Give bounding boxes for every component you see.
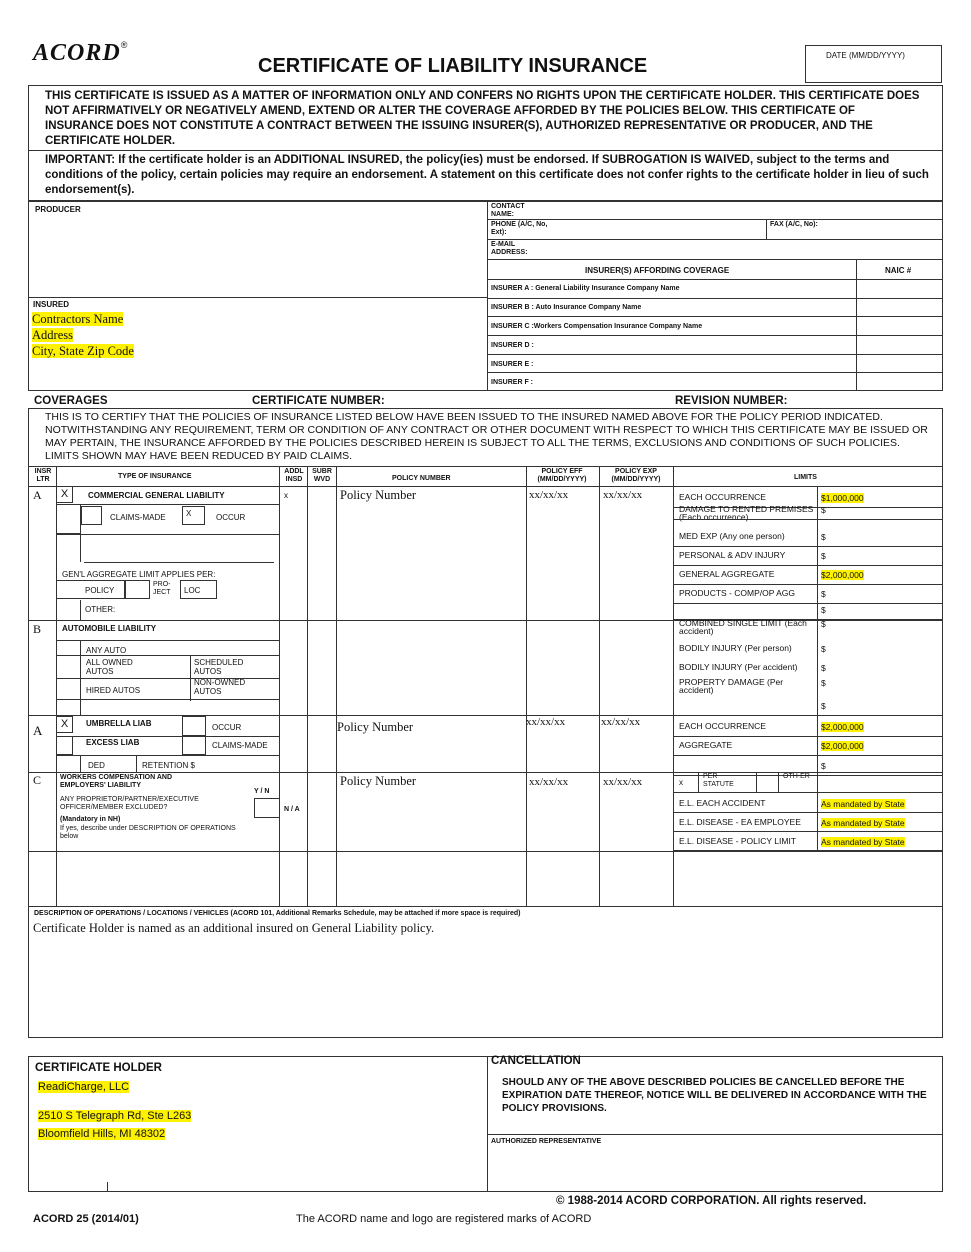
limit-value[interactable] bbox=[821, 619, 826, 629]
wc-policy-number: Policy Number bbox=[340, 774, 417, 788]
wc-mandatory: (Mandatory in NH) bbox=[60, 816, 121, 823]
divider bbox=[56, 534, 280, 535]
wc-eff: xx/xx/xx bbox=[529, 776, 569, 788]
cancellation-label: CANCELLATION bbox=[491, 1055, 581, 1067]
divider bbox=[673, 519, 943, 520]
gl-policy-number: Policy Number bbox=[340, 488, 417, 502]
limit-label: PERSONAL & ADV INJURY bbox=[679, 550, 786, 560]
auth-rep-label: AUTHORIZED REPRESENTATIVE bbox=[491, 1138, 602, 1145]
per-statute: PER STATUTE bbox=[703, 773, 734, 788]
phone-label: PHONE (A/C, No, Ext): bbox=[491, 221, 548, 236]
divider bbox=[673, 565, 943, 566]
insurer-f: INSURER F : bbox=[491, 379, 533, 386]
wc-describe: If yes, describe under DESCRIPTION OF OPERATIONS below bbox=[60, 825, 236, 840]
divider bbox=[56, 504, 280, 505]
excess-label: EXCESS LIAB bbox=[86, 738, 140, 747]
limit-label: COMBINED SINGLE LIMIT (Each accident) bbox=[679, 618, 807, 636]
limit-label: MED EXP (Any one person) bbox=[679, 531, 785, 541]
th-eff: POLICY EFF (MM/DD/YYYY) bbox=[537, 468, 587, 483]
th-policy: POLICY NUMBER bbox=[392, 475, 451, 482]
divider bbox=[28, 466, 943, 467]
divider bbox=[673, 736, 943, 737]
limit-label: AGGREGATE bbox=[679, 740, 733, 750]
umb-occur: OCCUR bbox=[212, 723, 242, 732]
divider bbox=[28, 150, 943, 151]
limit-value-text: $ bbox=[821, 551, 826, 561]
limit-value-text: $2,000,000 bbox=[821, 741, 864, 751]
limit-value-text: $ bbox=[821, 589, 826, 599]
holder-address bbox=[38, 1107, 191, 1143]
divider bbox=[487, 316, 943, 317]
gl-addl: x bbox=[284, 491, 288, 500]
gl-blank-checkbox[interactable] bbox=[56, 504, 81, 534]
limit-value[interactable] bbox=[821, 589, 826, 599]
divider bbox=[487, 201, 488, 391]
limit-label: E.L. DISEASE - EA EMPLOYEE bbox=[679, 817, 801, 827]
limit-value-text: $ bbox=[821, 678, 826, 688]
revision-label: REVISION NUMBER: bbox=[675, 395, 788, 407]
umb-claims-made: CLAIMS-MADE bbox=[212, 741, 268, 750]
th-insr: INSR LTR bbox=[34, 468, 52, 483]
retention-label: RETENTION $ bbox=[142, 761, 195, 770]
logo-mark: ® bbox=[120, 40, 128, 50]
limit-value-text: $ bbox=[821, 619, 826, 629]
divider bbox=[487, 219, 943, 220]
limit-value[interactable] bbox=[821, 722, 864, 732]
limit-value-text: $ bbox=[821, 532, 826, 542]
limit-value[interactable] bbox=[821, 799, 905, 809]
acord-logo bbox=[33, 40, 127, 67]
gl-eff: xx/xx/xx bbox=[529, 489, 569, 501]
per-statute-x: x bbox=[679, 778, 683, 787]
divider bbox=[28, 297, 487, 298]
wc-exp: xx/xx/xx bbox=[603, 776, 643, 788]
umb-eff: xx/xx/xx bbox=[526, 716, 566, 728]
divider bbox=[766, 219, 767, 239]
limit-value[interactable] bbox=[821, 741, 864, 751]
divider bbox=[136, 755, 137, 772]
insurer-c: INSURER C :Workers Compensation Insurance Company Name bbox=[491, 323, 703, 330]
insurer-a: INSURER A : General Liability Insurance Company Name bbox=[491, 285, 680, 292]
divider bbox=[526, 466, 527, 906]
limit-value[interactable] bbox=[821, 551, 826, 561]
limit-value-text: $ bbox=[821, 761, 826, 771]
date-box bbox=[805, 45, 942, 83]
limit-value-text: As mandated by State bbox=[821, 818, 905, 828]
divider bbox=[487, 279, 943, 280]
umbrella-checkbox[interactable]: X bbox=[56, 716, 73, 733]
limit-value[interactable] bbox=[821, 678, 826, 688]
divider bbox=[673, 812, 943, 813]
limit-label: PRODUCTS - COMP/OP AGG bbox=[679, 588, 796, 598]
divider bbox=[673, 831, 943, 832]
limit-label: EACH OCCURRENCE bbox=[679, 492, 766, 502]
insurer-e: INSURER E : bbox=[491, 361, 534, 368]
divider bbox=[487, 298, 943, 299]
umb-ltr: A bbox=[33, 723, 43, 738]
limit-value-text: $ bbox=[821, 663, 826, 673]
copyright: © 1988-2014 ACORD CORPORATION. All rights reserved. bbox=[556, 1195, 867, 1207]
logo-text: ACORD bbox=[33, 40, 121, 66]
insured-city: City, State Zip Code bbox=[32, 344, 134, 358]
umbrella-label: UMBRELLA LIAB bbox=[86, 719, 152, 728]
claims-made-x: X bbox=[186, 509, 192, 518]
divider bbox=[336, 466, 337, 906]
coverages-statement: THIS IS TO CERTIFY THAT THE POLICIES OF INSURANCE LISTED BELOW HAVE BEEN ISSUED TO THE INSURED NAMED ABOVE FOR THE POLICY PERIOD INDICATED. NOTWITHSTANDING ANY REQUIREMENT, TERM OR CONDITION OF ANY CONTRACT OR OTHER DOCUMENT WITH RESPECT TO WHICH THIS CERTIFICATE MAY BE ISSUED OR MAY PERTAIN, THE INSURANCE AFFORDED BY THE POLICIES DESCRIBED HEREIN IS SUBJECT TO ALL THE TERMS, EXCLUSIONS AND CONDITIONS OF SUCH POLICIES. LIMITS SHOWN MAY HAVE BEEN REDUCED BY PAID CLAIMS. bbox=[45, 411, 928, 462]
fax-label: FAX (A/C, No): bbox=[770, 221, 818, 228]
holder-label: CERTIFICATE HOLDER bbox=[35, 1062, 162, 1074]
divider bbox=[56, 736, 280, 737]
oth-er: OTH-ER bbox=[783, 773, 810, 780]
divider bbox=[673, 584, 943, 585]
limit-value-text: $ bbox=[821, 605, 826, 615]
divider bbox=[817, 486, 818, 852]
limit-value-text: $2,000,000 bbox=[821, 570, 864, 580]
gl-exp: xx/xx/xx bbox=[603, 489, 643, 501]
auto-title: AUTOMOBILE LIABILITY bbox=[62, 624, 157, 633]
limit-value-text: $2,000,000 bbox=[821, 722, 864, 732]
divider bbox=[56, 755, 280, 756]
limit-value[interactable] bbox=[821, 761, 826, 771]
divider bbox=[673, 603, 943, 604]
limit-label: E.L. EACH ACCIDENT bbox=[679, 798, 766, 808]
insurer-b: INSURER B : Auto Insurance Company Name bbox=[491, 304, 642, 311]
divider bbox=[487, 372, 943, 373]
auto-ltr: B bbox=[33, 622, 42, 636]
hired: HIRED AUTOS bbox=[86, 686, 141, 695]
insurers-header: INSURER(S) AFFORDING COVERAGE bbox=[585, 266, 730, 275]
date-label: DATE (MM/DD/YYYY) bbox=[826, 51, 905, 60]
th-subr: SUBR WVD bbox=[312, 468, 332, 483]
limit-label: DAMAGE TO RENTED PREMISES (Each occurrence) bbox=[679, 504, 814, 522]
any-auto: ANY AUTO bbox=[86, 646, 127, 655]
divider bbox=[487, 335, 943, 336]
coverages-label: COVERAGES bbox=[34, 395, 108, 407]
th-type: TYPE OF INSURANCE bbox=[118, 473, 192, 480]
divider bbox=[28, 906, 943, 907]
cancellation-text: SHOULD ANY OF THE ABOVE DESCRIBED POLICIES BE CANCELLED BEFORE THE EXPIRATION DATE THEREOF, NOTICE WILL BE DELIVERED IN ACCORDANCE WITH THE POLICY PROVISIONS. bbox=[502, 1077, 927, 1114]
divider bbox=[673, 792, 943, 793]
limit-value-text: As mandated by State bbox=[821, 837, 905, 847]
divider bbox=[56, 655, 280, 656]
description-text: Certificate Holder is named as an additional insured on General Liability policy. bbox=[33, 921, 435, 935]
limit-label: GENERAL AGGREGATE bbox=[679, 569, 775, 579]
divider bbox=[698, 772, 699, 792]
limit-label: E.L. DISEASE - POLICY LIMIT bbox=[679, 836, 796, 846]
other-label: OTHER: bbox=[85, 605, 116, 614]
divider bbox=[487, 354, 943, 355]
wc-proprietor: ANY PROPRIETOR/PARTNER/EXECUTIVE OFFICER/MEMBER EXCLUDED? bbox=[60, 796, 199, 811]
registered-marks: The ACORD name and logo are registered marks of ACORD bbox=[296, 1213, 592, 1225]
divider bbox=[778, 772, 779, 792]
gl-ltr: A bbox=[33, 488, 42, 502]
divider bbox=[487, 259, 943, 260]
divider bbox=[307, 466, 308, 906]
contact-name-label: CONTACT NAME: bbox=[491, 203, 525, 218]
description-label: DESCRIPTION OF OPERATIONS / LOCATIONS / VEHICLES (ACORD 101, Additional Remarks Schedule, may be attached if more space is required) bbox=[34, 910, 521, 917]
scheduled: SCHEDULED AUTOS bbox=[194, 658, 244, 676]
holder-name bbox=[38, 1081, 129, 1093]
form-number: ACORD 25 (2014/01) bbox=[33, 1213, 139, 1225]
gl-title: COMMERCIAL GENERAL LIABILITY bbox=[88, 491, 225, 500]
limit-value-text: $ bbox=[821, 644, 826, 654]
producer-label: PRODUCER bbox=[35, 205, 81, 214]
insured-address: Address bbox=[32, 328, 73, 342]
divider bbox=[599, 466, 600, 906]
insured-name bbox=[32, 311, 134, 359]
divider bbox=[28, 851, 943, 852]
limit-label: PROPERTY DAMAGE (Per accident) bbox=[679, 677, 784, 695]
umb-exp: xx/xx/xx bbox=[601, 716, 641, 728]
limit-value[interactable] bbox=[821, 605, 826, 615]
important-text: IMPORTANT: If the certificate holder is an ADDITIONAL INSURED, the policy(ies) must be endorsed. If SUBROGATION IS WAIVED, subject to the terms and conditions of the policy, certain policies may require an endorsement. A statement on this certificate does not confer rights to the certificate holder in lieu of such endorsement(s). bbox=[45, 154, 929, 196]
divider bbox=[487, 239, 943, 240]
gen-agg-label: GEN'L AGGREGATE LIMIT APPLIES PER: bbox=[62, 570, 216, 579]
claims-made-check[interactable] bbox=[182, 506, 205, 525]
wc-title: WORKERS COMPENSATION AND EMPLOYERS' LIABILITY bbox=[60, 774, 172, 789]
loc-opt: LOC bbox=[184, 586, 201, 595]
project-opt-box[interactable] bbox=[125, 580, 150, 599]
limit-value[interactable] bbox=[821, 663, 826, 673]
all-owned: ALL OWNED AUTOS bbox=[86, 658, 133, 676]
wc-proprietor-box[interactable] bbox=[254, 798, 280, 818]
insured-name-text: Contractors Name bbox=[32, 312, 124, 326]
disclaimer-text: THIS CERTIFICATE IS ISSUED AS A MATTER OF INFORMATION ONLY AND CONFERS NO RIGHTS UPON THE CERTIFICATE HOLDER. THIS CERTIFICATE DOES NOT AFFIRMATIVELY OR NEGATIVELY AMEND, EXTEND OR ALTER THE COVERAGE AFFORDED BY THE POLICIES BELOW. THIS CERTIFICATE OF INSURANCE DOES NOT CONSTITUTE A CONTRACT BETWEEN THE ISSUING INSURER(S), AUTHORIZED REPRESENTATIVE OR PRODUCER, AND THE CERTIFICATE HOLDER. bbox=[45, 90, 920, 147]
divider bbox=[673, 755, 943, 756]
wc-yn: Y / N bbox=[254, 788, 270, 795]
limit-value[interactable] bbox=[821, 644, 826, 654]
gl-checkbox[interactable]: X bbox=[56, 486, 73, 503]
limit-value[interactable] bbox=[821, 532, 826, 542]
th-limits: LIMITS bbox=[794, 474, 817, 481]
policy-opt: POLICY bbox=[85, 586, 115, 595]
holder-city: Bloomfield Hills, MI 48302 bbox=[38, 1128, 166, 1140]
limit-value[interactable] bbox=[821, 701, 826, 711]
limit-value[interactable] bbox=[821, 505, 826, 515]
divider bbox=[80, 600, 81, 620]
limit-value-text: $ bbox=[821, 701, 826, 711]
divider bbox=[56, 640, 280, 641]
divider bbox=[107, 1182, 108, 1192]
email-label: E-MAIL ADDRESS: bbox=[491, 241, 528, 256]
page-title: CERTIFICATE OF LIABILITY INSURANCE bbox=[258, 55, 648, 77]
naic-label: NAIC # bbox=[885, 266, 912, 275]
wc-ltr: C bbox=[33, 773, 42, 787]
limit-label: BODILY INJURY (Per accident) bbox=[679, 662, 798, 672]
claims-made-label: CLAIMS-MADE bbox=[110, 513, 166, 522]
ded-label: DED bbox=[88, 761, 105, 770]
producer-frame bbox=[28, 201, 943, 391]
holder-street: 2510 S Telegraph Rd, Ste L263 bbox=[38, 1110, 192, 1122]
limit-value-text: $1,000,000 bbox=[821, 493, 864, 503]
occur-label: OCCUR bbox=[216, 513, 246, 522]
cert-number-label: CERTIFICATE NUMBER: bbox=[252, 395, 385, 407]
divider bbox=[28, 715, 943, 716]
divider bbox=[673, 546, 943, 547]
project-opt: PRO-JECT bbox=[153, 581, 171, 596]
limit-value[interactable] bbox=[821, 837, 905, 847]
divider bbox=[756, 772, 757, 792]
limit-value-text: $ bbox=[821, 505, 826, 515]
wc-na: N / A bbox=[284, 806, 300, 813]
divider bbox=[279, 466, 280, 906]
divider bbox=[80, 755, 81, 772]
divider bbox=[487, 1134, 943, 1135]
excess-checkbox[interactable] bbox=[56, 736, 73, 755]
umb-policy-number: Policy Number bbox=[337, 720, 414, 734]
limit-value[interactable] bbox=[821, 493, 864, 503]
limit-value[interactable] bbox=[821, 818, 905, 828]
limit-label: BODILY INJURY (Per person) bbox=[679, 643, 792, 653]
non-owned: NON-OWNED AUTOS bbox=[194, 678, 246, 696]
th-addl: ADDL INSD bbox=[284, 468, 304, 483]
limit-value[interactable] bbox=[821, 570, 864, 580]
divider bbox=[84, 562, 274, 563]
divider bbox=[28, 486, 943, 487]
insured-label: INSURED bbox=[33, 300, 70, 309]
limit-label: EACH OCCURRENCE bbox=[679, 721, 766, 731]
divider bbox=[80, 534, 81, 562]
holder-name-text: ReadiCharge, LLC bbox=[38, 1081, 130, 1093]
th-exp: POLICY EXP (MM/DD/YYYY) bbox=[611, 468, 661, 483]
umb-claims-box[interactable] bbox=[182, 736, 206, 755]
divider bbox=[56, 699, 280, 700]
insurer-d: INSURER D : bbox=[491, 342, 534, 349]
limit-value-text: As mandated by State bbox=[821, 799, 905, 809]
umb-occur-box[interactable] bbox=[182, 716, 206, 736]
claims-made-box[interactable] bbox=[81, 506, 102, 525]
divider bbox=[673, 466, 674, 906]
